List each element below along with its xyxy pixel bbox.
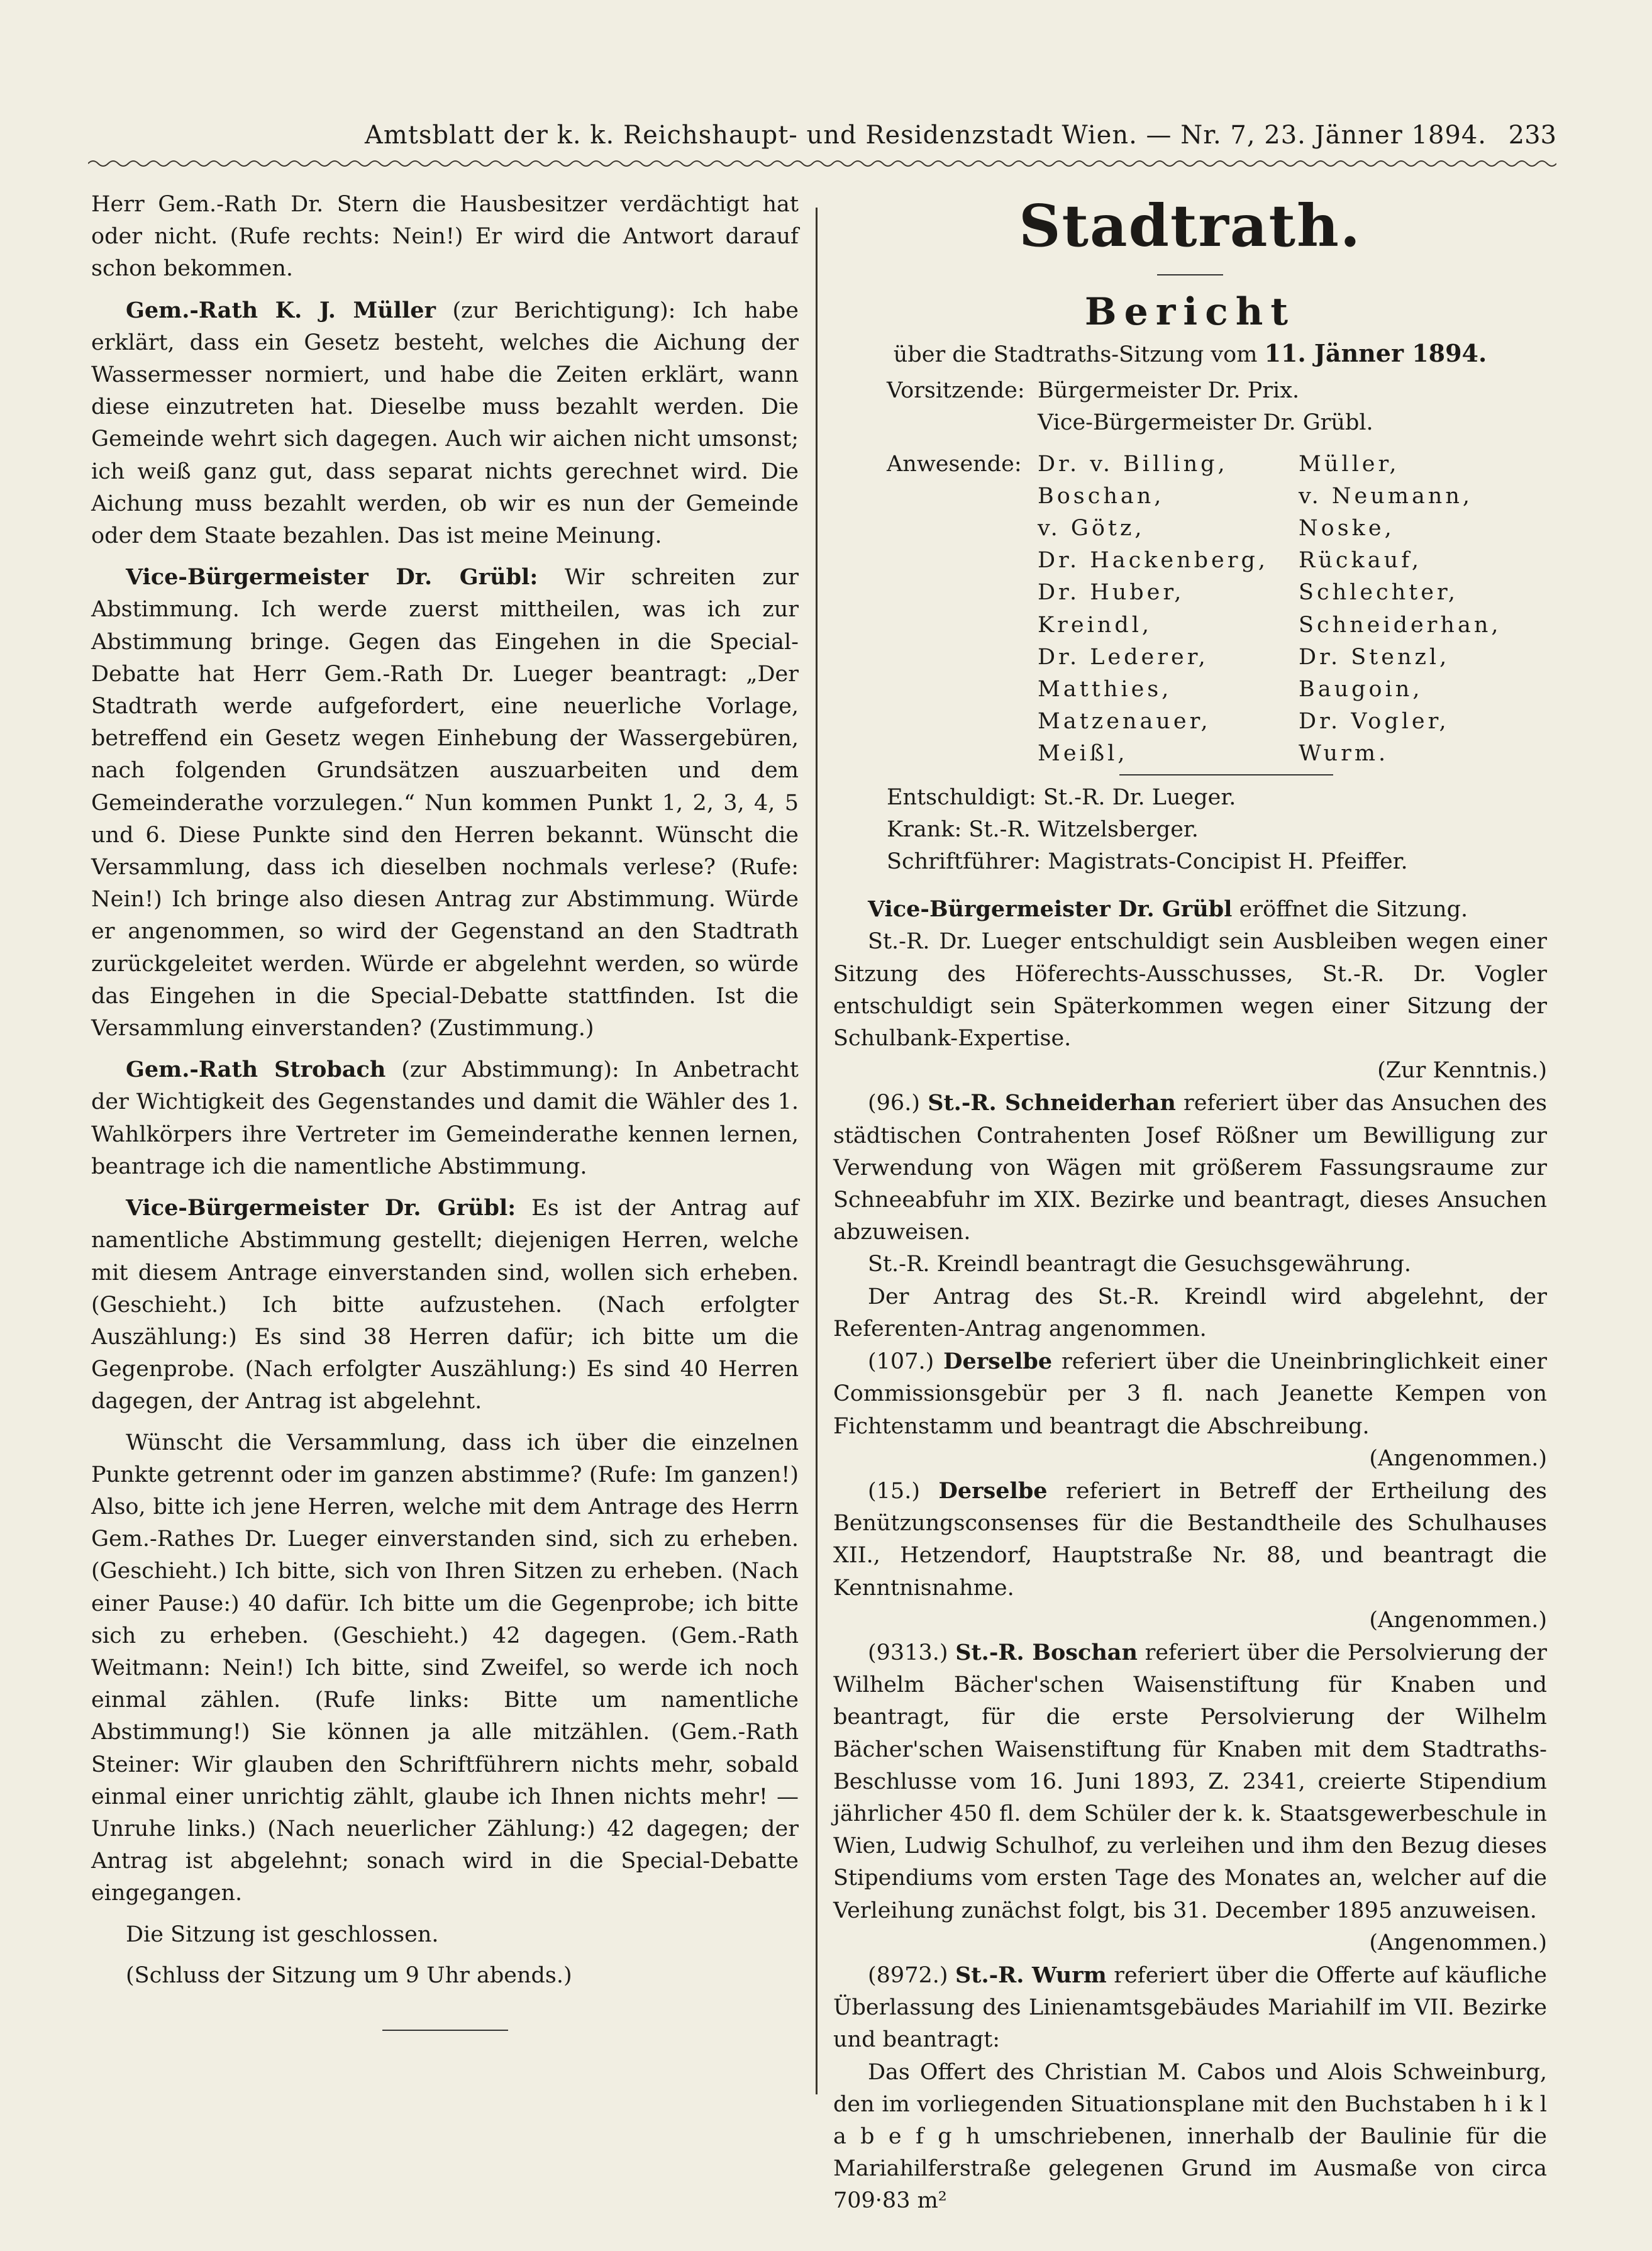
attendee: Wurm.: [1299, 741, 1389, 767]
speaker-name: Vice-Bürgermeister Dr. Grübl:: [126, 1195, 516, 1221]
resolution-note: (Angenommen.): [1369, 1607, 1547, 1633]
speaker-name: St.-R. Schneiderhan: [928, 1090, 1176, 1116]
paragraph: Wünscht die Versammlung, dass ich über die einzelnen Punkte getrennt oder im ganzen abstimme? (Rufe: Im ganzen!) Also, bitte ich jene Herren, welche mit dem Antrage des Herrn Gem.-Rathes Dr. Lueger einverstanden sind, sich zu erheben. (Geschieht.) Ich bitte, sich von Ihren Sitzen zu erheben. (Nach einer Pause:) 40 dafür. Ich bitte um die Gegenprobe; ich bitte sich zu erheben. (Geschieht.) 42 dagegen. (Gem.-Rath Weitmann: Nein!) Ich bitte, sind Zweifel, so werde ich noch einmal zählen. (Rufe links: Bitte um namentliche Abstimmung!) Sie können ja alle mitzählen. (Gem.-Rath Steiner: Wir glauben den Schriftführern nichts mehr, sobald einmal einer unrichtig zählt, glaube ich Ihnen nichts mehr! — Unruhe links.) (Nach neuerlicher Zählung:) 42 dagegen; der Antrag ist abgelehnt; sonach wird in die Special-Debatte eingegangen.: [91, 1430, 799, 1906]
speech-text: (zur Berichtigung): Ich habe erklärt, dass ein Gesetz besteht, welches die Aichung der Wassermesser normiert, und habe die Zeiten erklärt, wann diese einzutreten hat. Dieselbe muss bezahlt werden. Die Gemeinde wehrt sich dagegen. Auch wir aichen nicht umsonst; ich weiß ganz gut, dass separat nichts gerechnet wird. Die Aichung muss bezahlt werden, ob wir es nun der Gemeinde oder dem Staate bezahlen. Das ist meine Meinung.: [91, 297, 799, 549]
paragraph: [833, 1637, 1547, 1927]
end-rule: [382, 2030, 508, 2031]
item-number: (8972.): [868, 1962, 948, 1988]
attendee: Schlechter,: [1299, 580, 1458, 606]
speech-text: referiert über die Uneinbringlichkeit einer Commissionsgebür per 3 fl. nach Jeanette Kempen von Fichtenstamm und beantragt die Abschreibung.: [833, 1349, 1547, 1439]
resolution-note: (Angenommen.): [1369, 1930, 1547, 1955]
speaker-name: Derselbe: [938, 1477, 1048, 1504]
paragraph: [833, 1345, 1547, 1443]
paragraph: Das Offert des Christian M. Cabos und Alois Schweinburg, den im vorliegenden Situationsplane mit den Buchstaben h i k l a b e f g h umschriebenen, innerhalb der Baulinie für die Mariahilferstraße gelegenen Grund im Ausmaße von circa 709·83 m²: [833, 2059, 1547, 2214]
item-number: (107.): [868, 1349, 934, 1375]
header-title: Amtsblatt der k. k. Reichshaupt- und Residenzstadt Wien. — Nr. 7, 23. Jänner 1894.: [365, 121, 1487, 150]
speech-text: (zur Abstimmung): In Anbetracht der Wichtigkeit des Gegenstandes und damit die Wähler des 1. Wahlkörpers ihre Vertreter im Gemeinderathe kennen lernen, beantrage ich die namentliche Abstimmung.: [91, 1057, 799, 1179]
attendee: Dr. Huber,: [1038, 580, 1185, 606]
attendee: v. Götz,: [1038, 516, 1145, 542]
item-number: (15.): [868, 1478, 920, 1504]
session-end-note: (Schluss der Sitzung um 9 Uhr abends.): [126, 1962, 572, 1988]
attendee: Dr. v. Billing,: [1038, 451, 1228, 477]
report-heading: Bericht: [1084, 290, 1296, 334]
chair-table: [887, 375, 1373, 439]
attendee: Noske,: [1299, 516, 1395, 542]
report-subtitle: [833, 337, 1547, 371]
paragraph: [91, 294, 799, 553]
subtitle-date: 11. Jänner 1894.: [1264, 339, 1487, 367]
right-column: [833, 189, 1547, 2233]
attendee: Schneiderhan,: [1299, 612, 1502, 638]
speech-text: referiert über das Ansuchen des städtischen Contrahenten Josef Rößner um Bewilligung zur Verwendung von Wägen mit größerem Fassungsraume zur Schneeabfuhr im XIX. Bezirke und beantragt, dieses Ansuchen abzuweisen.: [833, 1091, 1547, 1245]
attendee: Rückauf,: [1299, 548, 1422, 574]
page-header: [88, 121, 1556, 158]
speech-text: referiert über die Persolvierung der Wilhelm Bächer'schen Waisenstiftung für Knaben und beantragt, für die erste Persolvierung der Wilhelm Bächer'schen Waisenstiftung für Knaben mit dem Stadtraths-Beschlusse vom 16. Juni 1893, Z. 2341, creierte Stipendium jährlicher 450 fl. dem Schüler der k. k. Staatsgewerbeschule in Wien, Ludwig Schulhof, zu verleihen und ihm den Bezug dieses Stipendiums vom ersten Tage des Monates an, welcher auf die Verleihung zunächst folgt, bis 31. December 1895 anzuweisen.: [833, 1640, 1547, 1923]
speech-text: Es ist der Antrag auf namentliche Abstimmung gestellt; diejenigen Herren, welche mit diesem Antrage einverstanden sind, wollen sich erheben. (Geschieht.) Ich bitte aufzustehen. (Nach erfolgter Auszählung:) Es sind 38 Herren dafür; ich bitte um die Gegenprobe. (Nach erfolgter Auszählung:) Es sind 40 Herren dagegen, der Antrag ist abgelehnt.: [91, 1196, 799, 1415]
paragraph: [833, 893, 1547, 926]
speech-text: Wir schreiten zur Abstimmung. Ich werde zuerst mittheilen, was ich zur Abstimmung bringe. Gegen das Eingehen in die Special-Debatte hat Herr Gem.-Rath Dr. Lueger beantragt: „Der Stadtrath werde aufgefordert, eine neuerliche Vorlage, betreffend ein Gesetz wegen Einhebung der Wassergebüren, nach folgenden Grundsätzen auszuarbeiten und dem Gemeinderathe vorzulegen.“ Nun kommen Punkt 1, 2, 3, 4, 5 und 6. Diese Punkte sind den Herren bekannt. Wünscht die Versammlung, dass ich dieselben nochmals verlese? (Rufe: Nein!) Ich bringe also diesen Antrag zur Abstimmung. Würde er angenommen, so wird der Gegenstand an den Stadtrath zurückgeleitet werden. Würde er abgelehnt werden, so würde das Eingehen in die Special-Debatte stattfinden. Ist die Versammlung einverstanden? (Zustimmung.): [91, 565, 799, 1042]
section-title: Stadtrath.: [1019, 192, 1361, 260]
paragraph: St.-R. Dr. Lueger entschuldigt sein Ausbleiben wegen einer Sitzung des Höferechts-Ausschusses, St.-R. Dr. Vogler entschuldigt sein Späterkommen wegen einer Sitzung der Schulbank-Expertise.: [833, 929, 1547, 1052]
item-number: (9313.): [868, 1640, 948, 1665]
resolution-note: (Angenommen.): [1369, 1445, 1547, 1471]
speaker-name: Gem.-Rath K. J. Müller: [126, 297, 436, 323]
paragraph: [91, 1053, 799, 1183]
paragraph: [833, 1475, 1547, 1604]
paragraph: St.-R. Kreindl beantragt die Gesuchsgewährung.: [868, 1252, 1411, 1277]
speaker-name: Vice-Bürgermeister Dr. Grübl: [868, 896, 1233, 923]
paragraph: [833, 1087, 1547, 1248]
attendee: Boschan,: [1038, 483, 1165, 509]
attendee: v. Neumann,: [1299, 483, 1473, 509]
paragraph: [833, 1959, 1547, 2057]
attendee: Dr. Lederer,: [1038, 644, 1209, 670]
attendee: Dr. Hackenberg,: [1038, 548, 1269, 574]
attendees-label: Anwesende:: [887, 451, 1022, 477]
speaker-name: St.-R. Boschan: [955, 1639, 1138, 1665]
secretary-line: Schriftführer: Magistrats-Concipist H. Pfeiffer.: [887, 849, 1408, 875]
item-number: (96.): [868, 1091, 920, 1116]
attendee: Matthies,: [1038, 677, 1172, 703]
attendee: Kreindl,: [1038, 612, 1153, 638]
page-number: 233: [1508, 121, 1556, 150]
attendee: Meißl,: [1038, 741, 1128, 767]
attendees-col2: [1299, 448, 1502, 770]
session-closed: Die Sitzung ist geschlossen.: [126, 1921, 439, 1947]
speaker-name: St.-R. Wurm: [955, 1962, 1107, 1988]
paragraph: Der Antrag des St.-R. Kreindl wird abgelehnt, der Referenten-Antrag angenommen.: [833, 1284, 1547, 1342]
speech-text: referiert über die Offerte auf käufliche Überlassung des Linienamtsgebäudes Mariahilf im VII. Bezirke und beantragt:: [833, 1962, 1547, 2053]
chair-1: Bürgermeister Dr. Prix.: [1038, 378, 1300, 404]
chair-label: Vorsitzende:: [887, 378, 1025, 404]
speaker-name: Gem.-Rath Strobach: [126, 1057, 386, 1083]
left-column: [91, 189, 799, 2233]
resolution-note: (Zur Kenntnis.): [1377, 1058, 1547, 1084]
column-divider: [816, 208, 818, 2094]
attendee: Baugoin,: [1299, 677, 1423, 703]
paragraph: Herr Gem.-Rath Dr. Stern die Hausbesitzer verdächtigt hat oder nicht. (Rufe rechts: Nein!) Er wird die Antwort darauf schon bekommen.: [91, 192, 799, 282]
sick-line: Krank: St.-R. Witzelsberger.: [887, 816, 1199, 842]
subtitle-text: über die Stadtraths-Sitzung vom: [893, 342, 1258, 367]
title-rule: [1157, 274, 1223, 275]
attendees-col1: [1038, 448, 1299, 770]
speaker-name: Vice-Bürgermeister Dr. Grübl:: [126, 564, 538, 591]
paragraph: [91, 1192, 799, 1418]
excused-line: Entschuldigt: St.-R. Dr. Lueger.: [887, 784, 1236, 810]
attendees-rule: [1119, 774, 1333, 775]
attendee: Dr. Stenzl,: [1299, 644, 1450, 670]
chair-2: Vice-Bürgermeister Dr. Grübl.: [1038, 410, 1373, 436]
attendee: Dr. Vogler,: [1299, 709, 1450, 735]
speech-text: referiert in Betreff der Ertheilung des Benützungsconsenses für die Bestandtheile des Schulhauses XII., Hetzendorf, Hauptstraße Nr. 88, und beantragt die Kenntnisnahme.: [833, 1478, 1547, 1601]
paragraph: [91, 561, 799, 1045]
attendee: Matzenauer,: [1038, 709, 1211, 735]
speaker-name: Derselbe: [943, 1348, 1053, 1375]
attendees-table: [887, 448, 1502, 770]
speech-text: eröffnet die Sitzung.: [1232, 897, 1468, 923]
header-wavy-rule: [88, 157, 1556, 170]
attendee: Müller,: [1299, 451, 1400, 477]
